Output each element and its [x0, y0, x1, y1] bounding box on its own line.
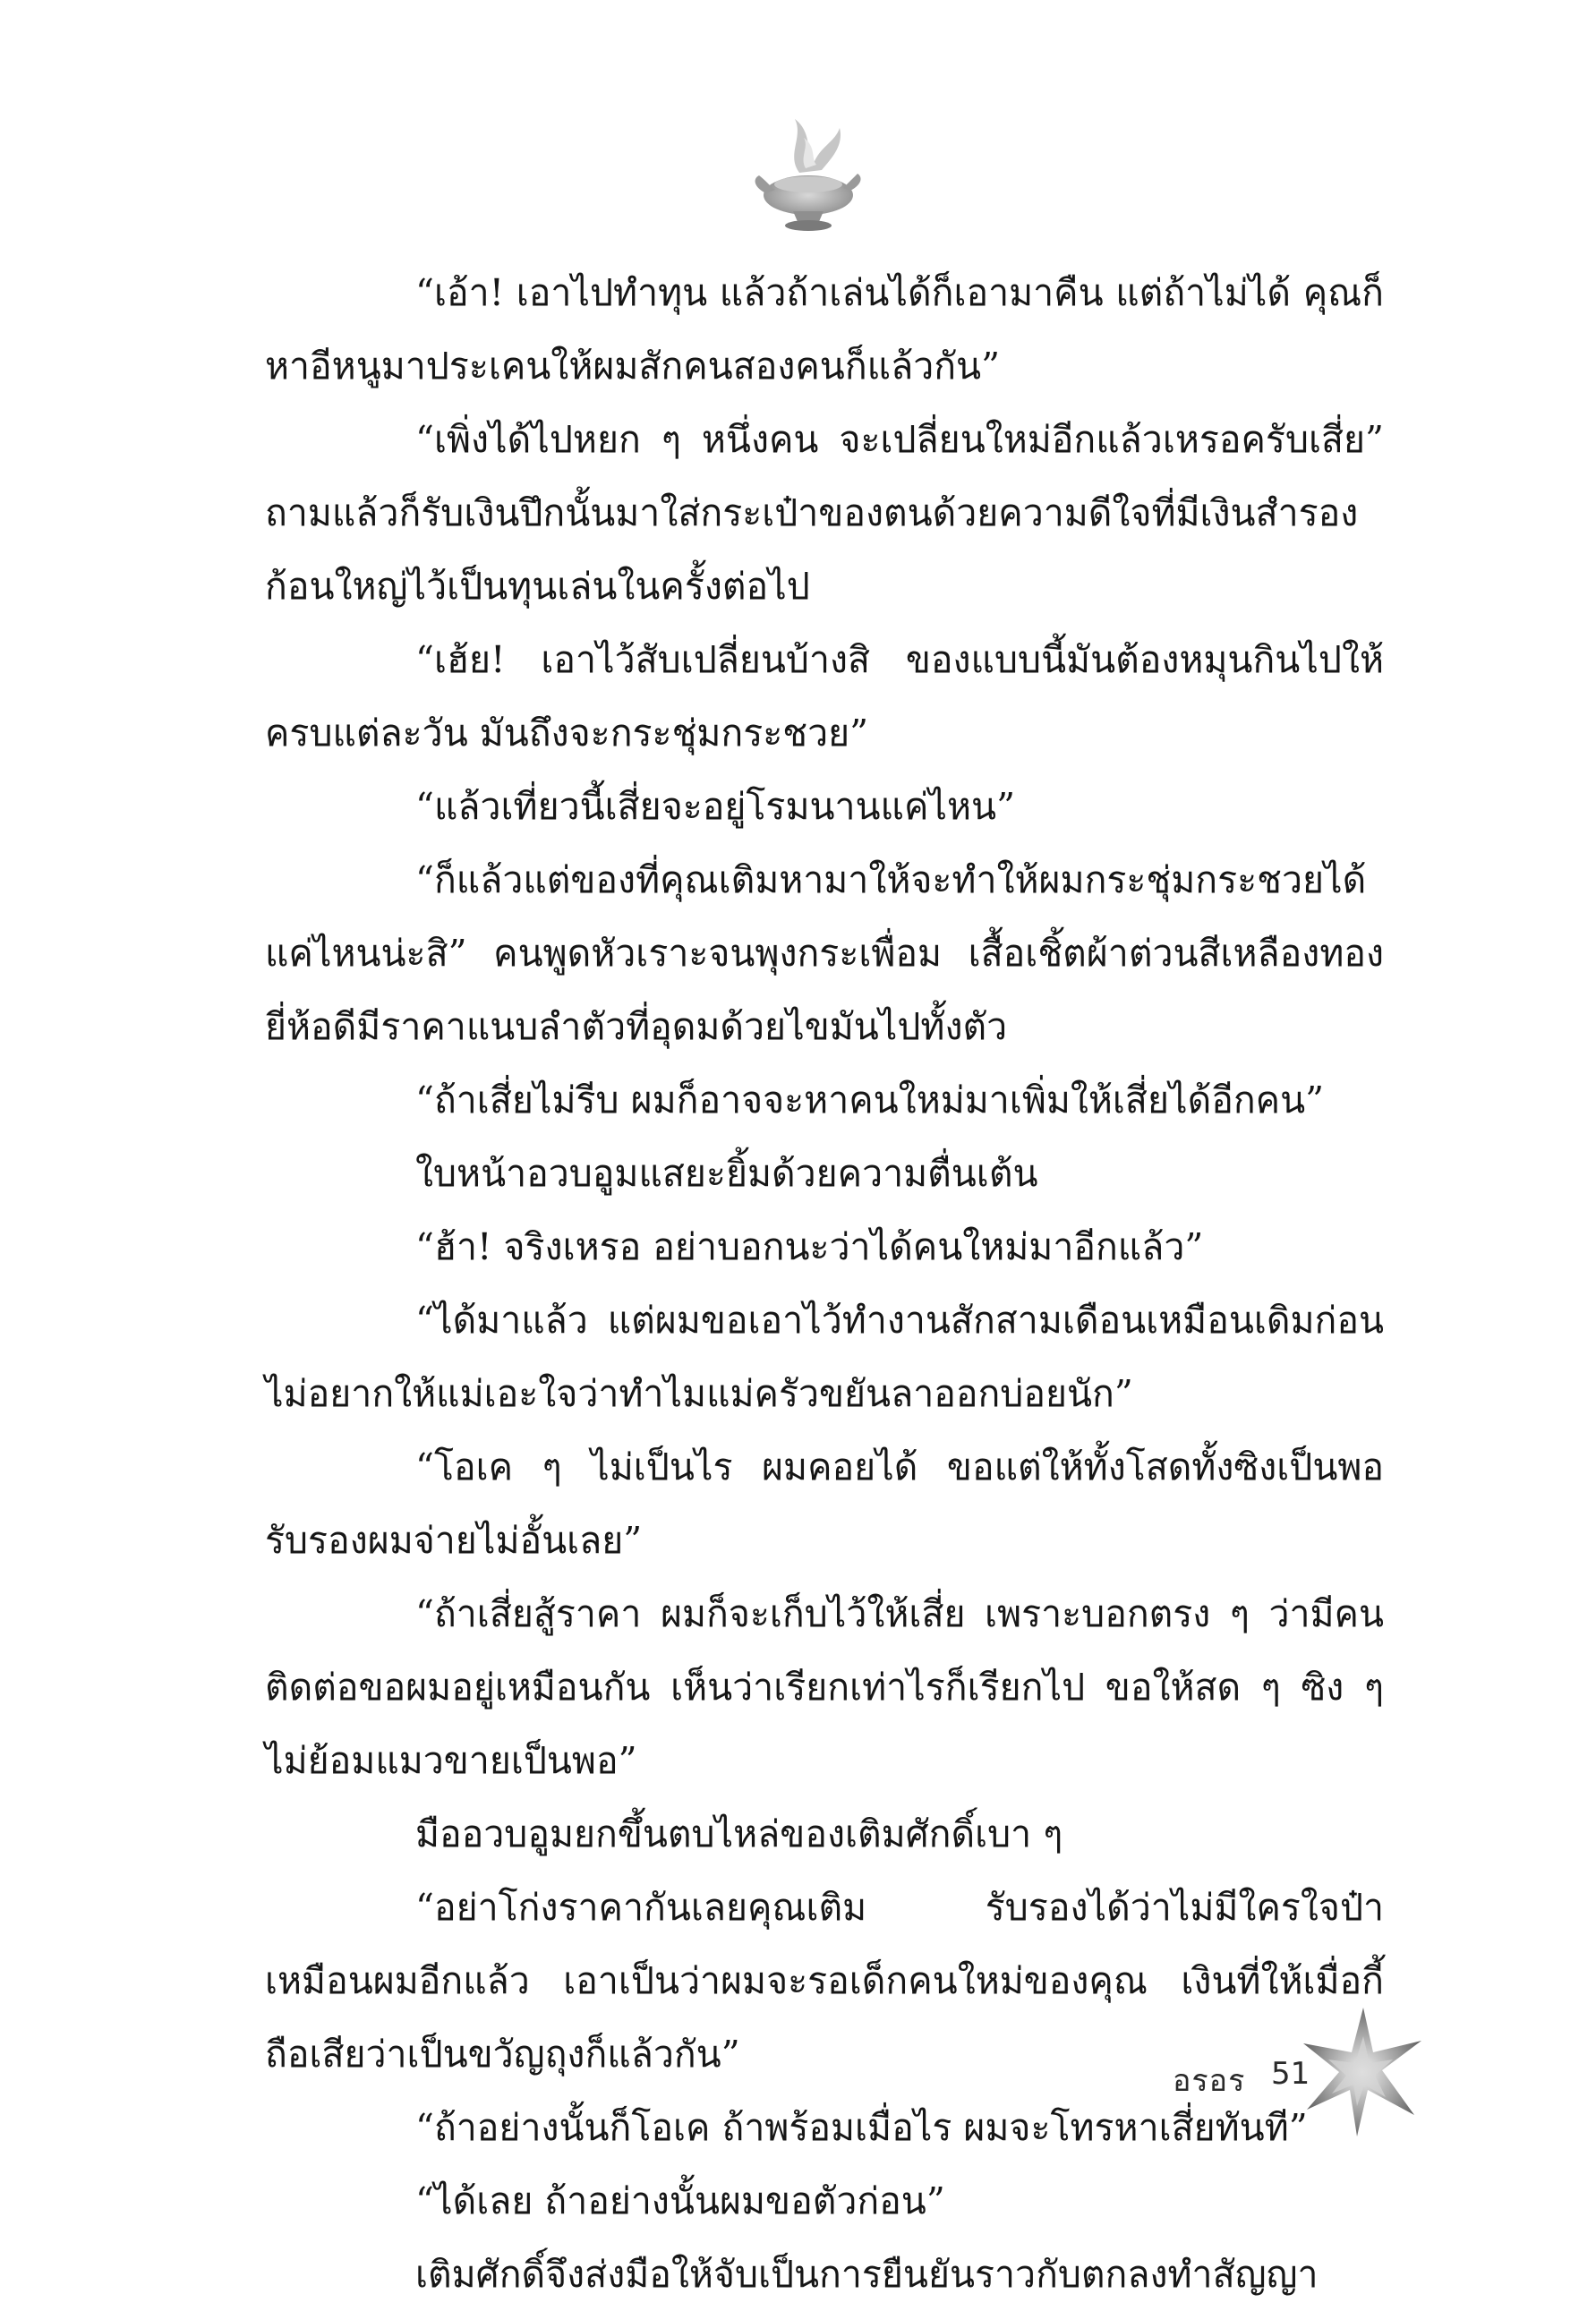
paragraph: “ฮ้า! จริงเหรอ อย่าบอกนะว่าได้คนใหม่มาอีกแล้ว”: [415, 1225, 1204, 1268]
paragraph: “เฮ้ย! เอาไว้สับเปลี่ยนบ้างสิ ของแบบนี้มันต้องหมุนกินไปให้ครบแต่ละวัน มันถึงจะกระชุ่มกระชวย”: [265, 638, 1384, 755]
paragraph: “ได้เลย ถ้าอย่างนั้นผมขอตัวก่อน”: [415, 2179, 945, 2222]
paragraph: “ก็แล้วแต่ของที่คุณเติมหามาให้จะทำให้ผมกระชุ่มกระชวยได้แค่ไหนน่ะสิ” คนพูดหัวเราะจนพุงกระเพื่อม เสื้อเชิ้ตผ้าต่วนสีเหลืองทองยี่ห้อดีมีราคาแนบลำตัวที่อุดมด้วยไขมันไปทั้งตัว: [265, 858, 1384, 1048]
book-title: อรอร: [1173, 2063, 1246, 2099]
page-number: 51: [1271, 2056, 1310, 2092]
body-text: [265, 256, 1384, 2311]
paragraph: “ได้มาแล้ว แต่ผมขอเอาไว้ทำงานสักสามเดือนเหมือนเดิมก่อนไม่อยากให้แม่เอะใจว่าทำไมแม่ครัวขยันลาออกบ่อยนัก”: [265, 1299, 1384, 1415]
paragraph: ใบหน้าอวบอูมแสยะยิ้มด้วยความตื่นเต้น: [415, 1152, 1038, 1195]
paragraph: “ถ้าเสี่ยไม่รีบ ผมก็อาจจะหาคนใหม่มาเพิ่มให้เสี่ยได้อีกคน”: [415, 1079, 1325, 1121]
paragraph: มืออวบอูมยกขึ้นตบไหล่ของเติมศักดิ์เบา ๆ: [415, 1812, 1063, 1855]
paragraph: “ถ้าเสี่ยสู้ราคา ผมก็จะเก็บไว้ให้เสี่ย เพราะบอกตรง ๆ ว่ามีคนติดต่อขอผมอยู่เหมือนกัน เห็นว่าเรียกเท่าไรก็เรียกไป ขอให้สด ๆ ซิง ๆ ไม่ย้อมแมวขายเป็นพอ”: [265, 1592, 1384, 1782]
oil-lamp-icon: [750, 106, 866, 240]
paragraph: “อย่าโก่งราคากันเลยคุณเติม รับรองได้ว่าไม่มีใครใจป๋าเหมือนผมอีกแล้ว เอาเป็นว่าผมจะรอเด็กคนใหม่ของคุณ เงินที่ให้เมื่อกี้ถือเสียว่าเป็นขวัญถุงก็แล้วกัน”: [265, 1886, 1384, 2076]
paragraph: “เพิ่งได้ไปหยก ๆ หนึ่งคน จะเปลี่ยนใหม่อีกแล้วเหรอครับเสี่ย” ถามแล้วก็รับเงินปึกนั้นมาใส่กระเป๋าของตนด้วยความดีใจที่มีเงินสำรองก้อนใหญ่ไว้เป็นทุนเล่นในครั้งต่อไป: [265, 418, 1384, 608]
paragraph: “โอเค ๆ ไม่เป็นไร ผมคอยได้ ขอแต่ให้ทั้งโสดทั้งซิงเป็นพอรับรองผมจ่ายไม่อั้นเลย”: [265, 1445, 1384, 1562]
paragraph: “ถ้าอย่างนั้นก็โอเค ถ้าพร้อมเมื่อไร ผมจะโทรหาเสี่ยทันที”: [415, 2106, 1308, 2149]
paragraph: เติมศักดิ์จึงส่งมือให้จับเป็นการยืนยันราวกับตกลงทำสัญญา: [415, 2253, 1319, 2296]
star-flower-icon: [1296, 2000, 1430, 2144]
paragraph: “แล้วเที่ยวนี้เสี่ยจะอยู่โรมนานแค่ไหน”: [415, 785, 1016, 828]
paragraph: “เอ้า! เอาไปทำทุน แล้วถ้าเล่นได้ก็เอามาคืน แต่ถ้าไม่ได้ คุณก็หาอีหนูมาประเคนให้ผมสักคนสองคนก็แล้วกัน”: [265, 271, 1384, 388]
